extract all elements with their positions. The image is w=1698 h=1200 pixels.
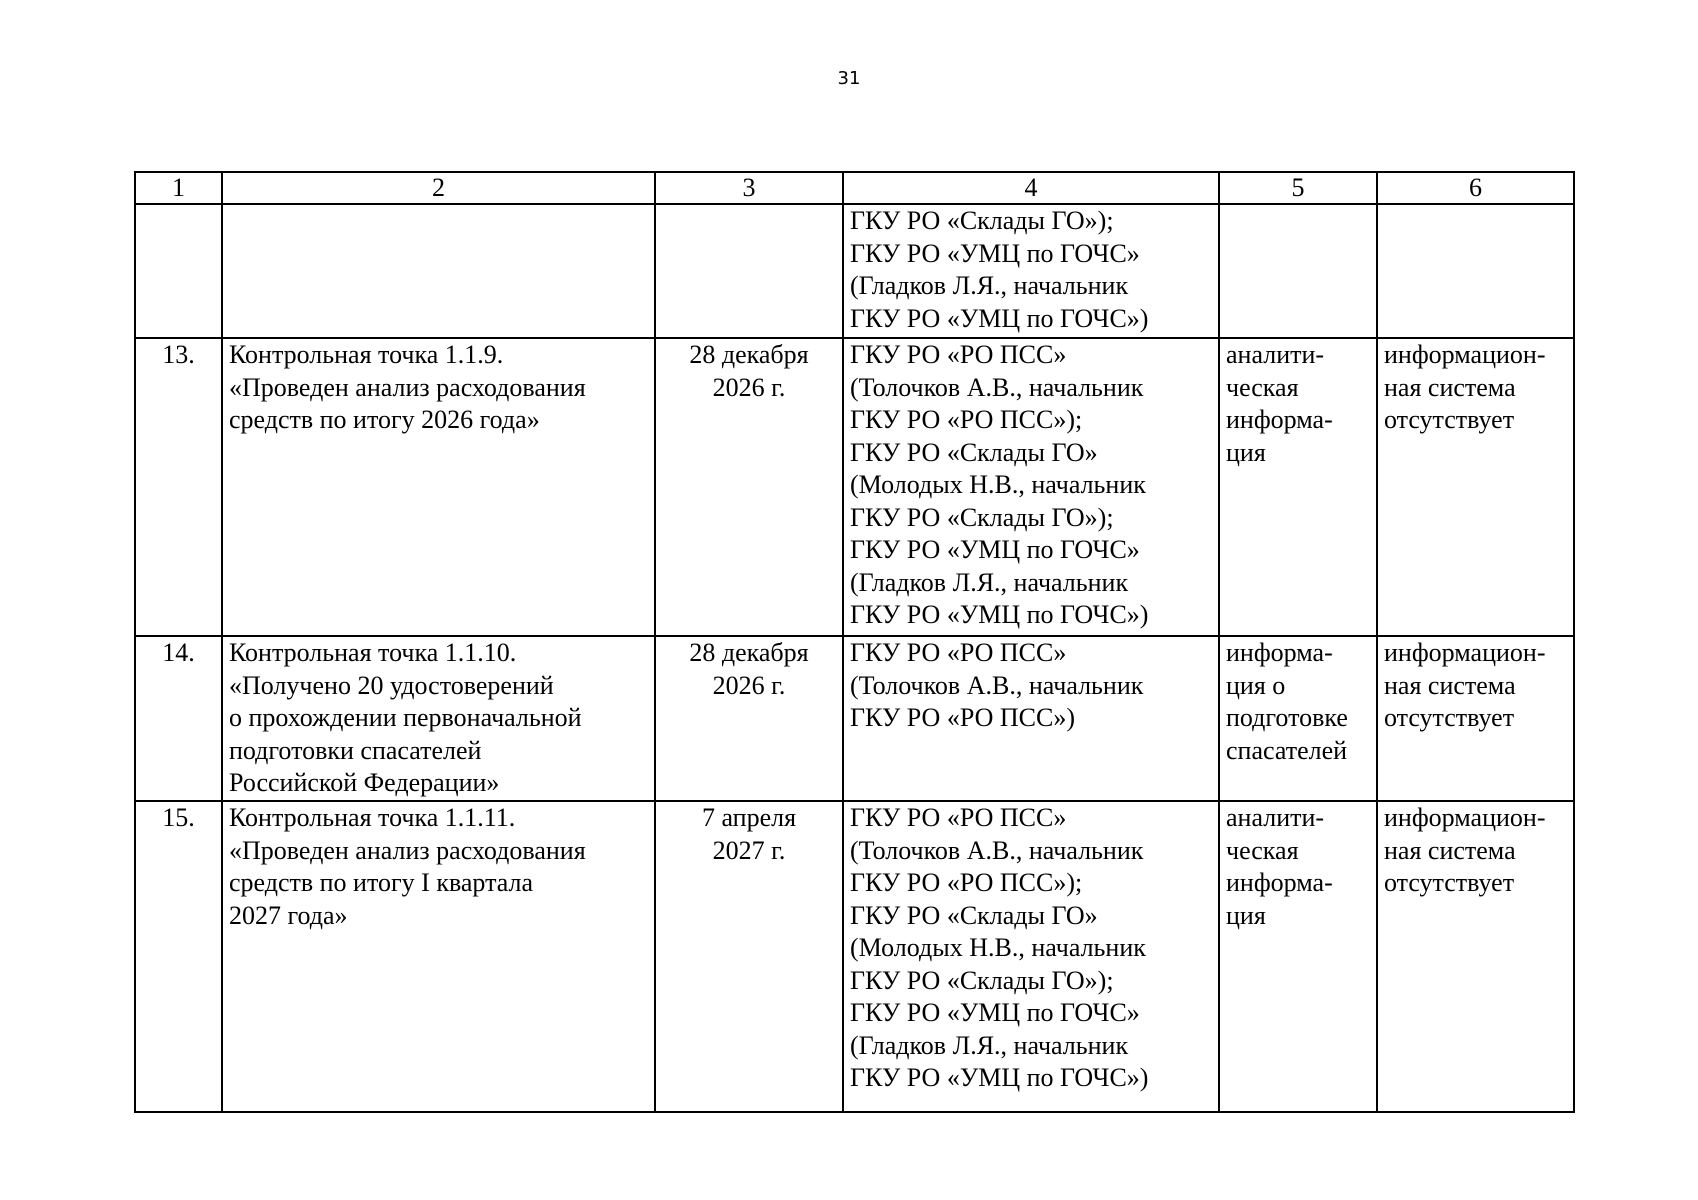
table-header-row [135,172,1574,204]
system-line: ная система [1384,670,1516,700]
event-line: подготовки спасателей [229,735,482,765]
system-line: информацион- [1384,340,1546,369]
table-row [135,338,1574,636]
responsible-line: ГКУ РО «РО ПСС»); [850,405,1083,434]
date-line: 28 декабря [689,638,809,667]
responsible-line: ГКУ РО «УМЦ по ГОЧС») [850,600,1149,629]
responsible-line: ГКУ РО «Склады ГО»); [850,502,1114,532]
table-row [135,636,1574,801]
document-line: ческая [1226,835,1299,865]
date-line: 2027 г. [712,835,786,865]
system-line: информацион- [1384,803,1546,832]
responsible-line: ГКУ РО «Склады ГО»); [850,206,1114,235]
event-line: Контрольная точка 1.1.9. [229,340,504,369]
document-line: ция [1226,437,1266,467]
document-line: спасателей [1226,735,1348,765]
table-row [135,801,1574,1112]
event-line: 2027 года» [229,900,348,930]
date-line: 28 декабря [689,340,809,369]
document-line: ция [1226,900,1266,930]
date-line: 2026 г. [712,372,786,402]
responsible-cell [843,801,1219,1112]
responsible-cell [843,204,1219,338]
page-number: 31 [837,68,861,89]
system-cell [1377,204,1574,338]
document-line: информа- [1226,405,1333,434]
responsible-line: ГКУ РО «РО ПСС») [850,703,1075,732]
responsible-line: ГКУ РО «УМЦ по ГОЧС») [850,303,1149,333]
document-cell [1219,204,1377,338]
system-line: отсутствует [1384,405,1515,434]
responsible-line: (Гладков Л.Я., начальник [850,271,1129,300]
document-line: подготовке [1226,703,1348,732]
header-cell-2: 2 [222,172,655,204]
system-line: отсутствует [1384,868,1515,897]
event-line: средств по итогу I квартала [229,868,534,897]
event-line: «Получено 20 удостоверений [229,670,554,700]
responsible-line: (Молодых Н.В., начальник [850,470,1146,499]
header-cell-1: 1 [135,172,222,204]
system-line: ная система [1384,835,1516,865]
system-line: информацион- [1384,638,1546,667]
header-cell-3: 3 [655,172,843,204]
row-number: 14. [135,636,222,801]
event-line: Российской Федерации» [229,768,500,797]
control-points-table [134,171,1575,1113]
responsible-line: ГКУ РО «УМЦ по ГОЧС» [850,535,1140,564]
responsible-line: ГКУ РО «РО ПСС» [850,803,1067,832]
date-cell [655,204,843,338]
responsible-line: (Молодых Н.В., начальник [850,933,1146,962]
event-cell [222,801,655,1112]
responsible-line: ГКУ РО «РО ПСС»); [850,868,1083,897]
responsible-line: ГКУ РО «РО ПСС» [850,638,1067,667]
document-line: аналити- [1226,803,1325,832]
date-cell [655,801,843,1112]
header-cell-5: 5 [1219,172,1377,204]
document-cell [1219,636,1377,801]
row-number: 13. [135,338,222,636]
system-cell [1377,801,1574,1112]
responsible-line: (Толочков А.В., начальник [850,670,1144,700]
document-line: информа- [1226,868,1333,897]
responsible-line: ГКУ РО «УМЦ по ГОЧС» [850,998,1140,1027]
responsible-line: ГКУ РО «Склады ГО»); [850,965,1114,995]
system-line: отсутствует [1384,703,1515,732]
document-line: ческая [1226,372,1299,402]
event-cell [222,204,655,338]
responsible-line: ГКУ РО «РО ПСС» [850,340,1067,369]
system-cell [1377,338,1574,636]
responsible-line: (Гладков Л.Я., начальник [850,1030,1129,1060]
event-line: средств по итогу 2026 года» [229,405,540,434]
responsible-cell [843,338,1219,636]
document-line: ция о [1226,670,1286,700]
row-number [135,204,222,338]
system-cell [1377,636,1574,801]
responsible-cell [843,636,1219,801]
document-line: информа- [1226,638,1333,667]
header-cell-4: 4 [843,172,1219,204]
event-line: Контрольная точка 1.1.10. [229,638,517,667]
responsible-line: ГКУ РО «УМЦ по ГОЧС») [850,1063,1149,1092]
date-line: 7 апреля [701,803,797,832]
event-line: о прохождении первоначальной [229,703,582,732]
system-line: ная система [1384,372,1516,402]
event-line: Контрольная точка 1.1.11. [229,803,516,832]
row-number: 15. [135,801,222,1112]
responsible-line: ГКУ РО «УМЦ по ГОЧС» [850,238,1140,268]
event-line: «Проведен анализ расходования [229,835,586,865]
document-line: аналити- [1226,340,1325,369]
responsible-line: (Гладков Л.Я., начальник [850,567,1129,597]
responsible-line: ГКУ РО «Склады ГО» [850,900,1098,930]
date-cell [655,636,843,801]
event-line: «Проведен анализ расходования [229,372,586,402]
responsible-line: ГКУ РО «Склады ГО» [850,437,1098,467]
header-cell-6: 6 [1377,172,1574,204]
date-line: 2026 г. [712,670,786,700]
responsible-line: (Толочков А.В., начальник [850,835,1144,865]
table-row [135,204,1574,338]
document-cell [1219,801,1377,1112]
event-cell [222,636,655,801]
responsible-line: (Толочков А.В., начальник [850,372,1144,402]
document-cell [1219,338,1377,636]
event-cell [222,338,655,636]
date-cell [655,338,843,636]
